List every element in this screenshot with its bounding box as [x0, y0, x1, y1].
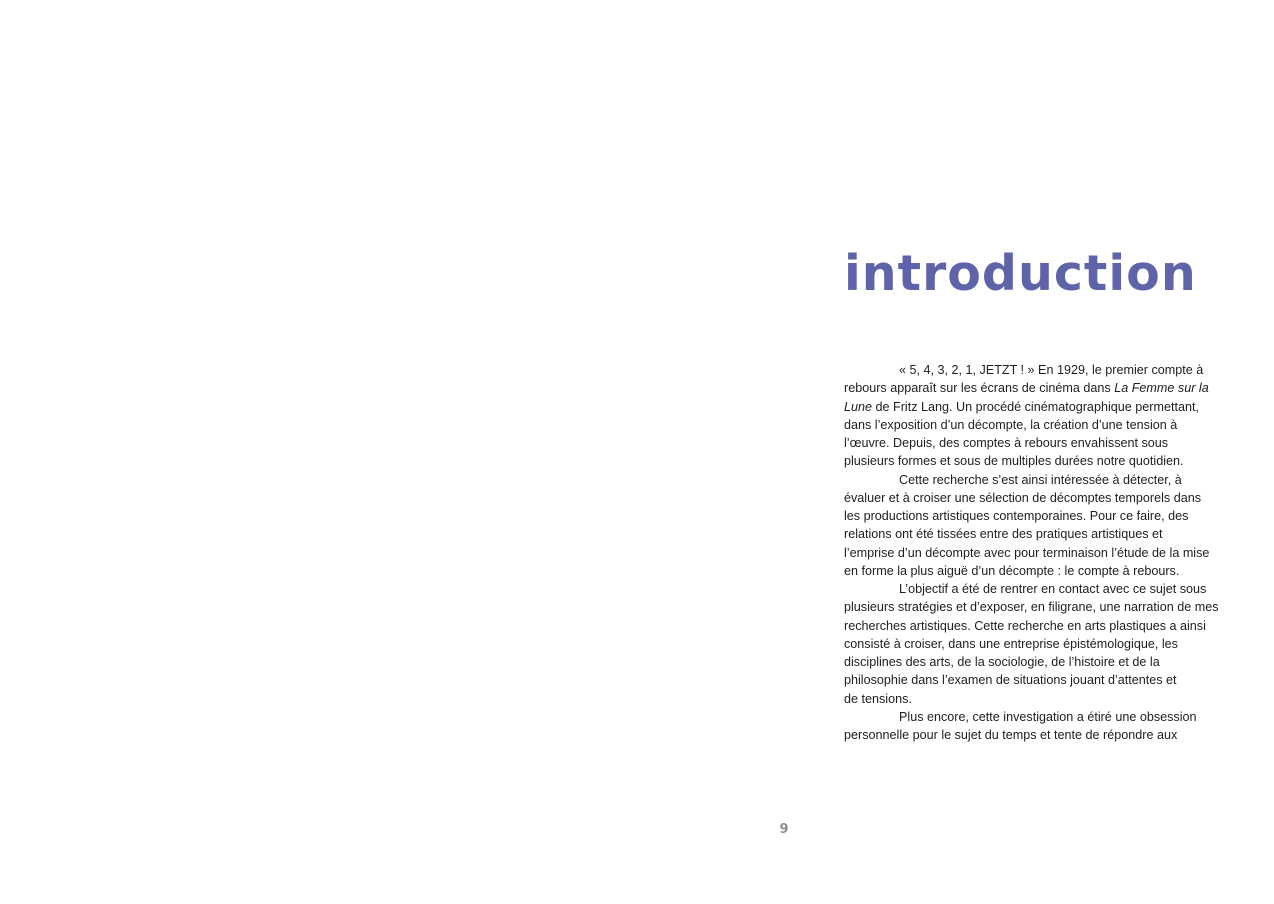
text-line: [844, 398, 1244, 416]
paragraph-4: [844, 708, 1244, 745]
text-line: [844, 379, 1244, 397]
text-line: en forme la plus aiguë d’un décompte : le compte à rebours.: [844, 563, 1180, 578]
text-span: rebours apparaît sur les écrans de cinéma dans: [844, 381, 1115, 396]
paragraph-1: [844, 361, 1244, 471]
film-title-italic: La Femme sur la: [1114, 381, 1209, 396]
text-line: disciplines des arts, de la sociologie, de l’histoire et de la: [844, 655, 1160, 669]
text-line: plusieurs formes et sous de multiples durées notre quotidien.: [844, 454, 1184, 469]
text-line: philosophie dans l’examen de situations jouant d’attentes et: [844, 673, 1177, 688]
text-line: l’œuvre. Depuis, des comptes à rebours envahissent sous: [844, 436, 1169, 450]
text-line: dans l’exposition d’un décompte, la création d’une tension à: [844, 417, 1178, 432]
text-line: de tensions.: [844, 691, 912, 706]
text-line: les productions artistiques contemporaines. Pour ce faire, des: [844, 509, 1189, 523]
text-line: évaluer et à croiser une sélection de décomptes temporels dans: [844, 490, 1202, 505]
text-line: personnelle pour le sujet du temps et tente de répondre aux: [844, 728, 1178, 742]
film-title-italic: Lune: [844, 399, 873, 414]
text-line: plusieurs stratégies et d’exposer, en filigrane, une narration de mes: [844, 600, 1219, 615]
text-line: relations ont été tissées entre des pratiques artistiques et: [844, 527, 1163, 542]
text-line: « 5, 4, 3, 2, 1, JETZT ! » En 1929, le premier compte à: [899, 363, 1204, 377]
page-number: 9: [779, 822, 789, 837]
text-line: consisté à croiser, dans une entreprise épistémologique, les: [844, 636, 1178, 651]
text-line: l’emprise d’un décompte avec pour terminaison l’étude de la mise: [844, 545, 1210, 560]
text-span: de Fritz Lang. Un procédé cinématographique permettant,: [872, 399, 1199, 414]
text-line: Cette recherche s’est ainsi intéressée à détecter, à: [899, 472, 1182, 487]
body-text: [844, 361, 1244, 744]
text-line: L’objectif a été de rentrer en contact avec ce sujet sous: [899, 582, 1207, 596]
paragraph-2: [844, 471, 1244, 581]
paragraph-3: [844, 580, 1244, 708]
chapter-title: introduction: [844, 245, 1197, 302]
text-line: Plus encore, cette investigation a étiré une obsession: [899, 709, 1197, 724]
text-line: recherches artistiques. Cette recherche en arts plastiques a ainsi: [844, 618, 1206, 633]
